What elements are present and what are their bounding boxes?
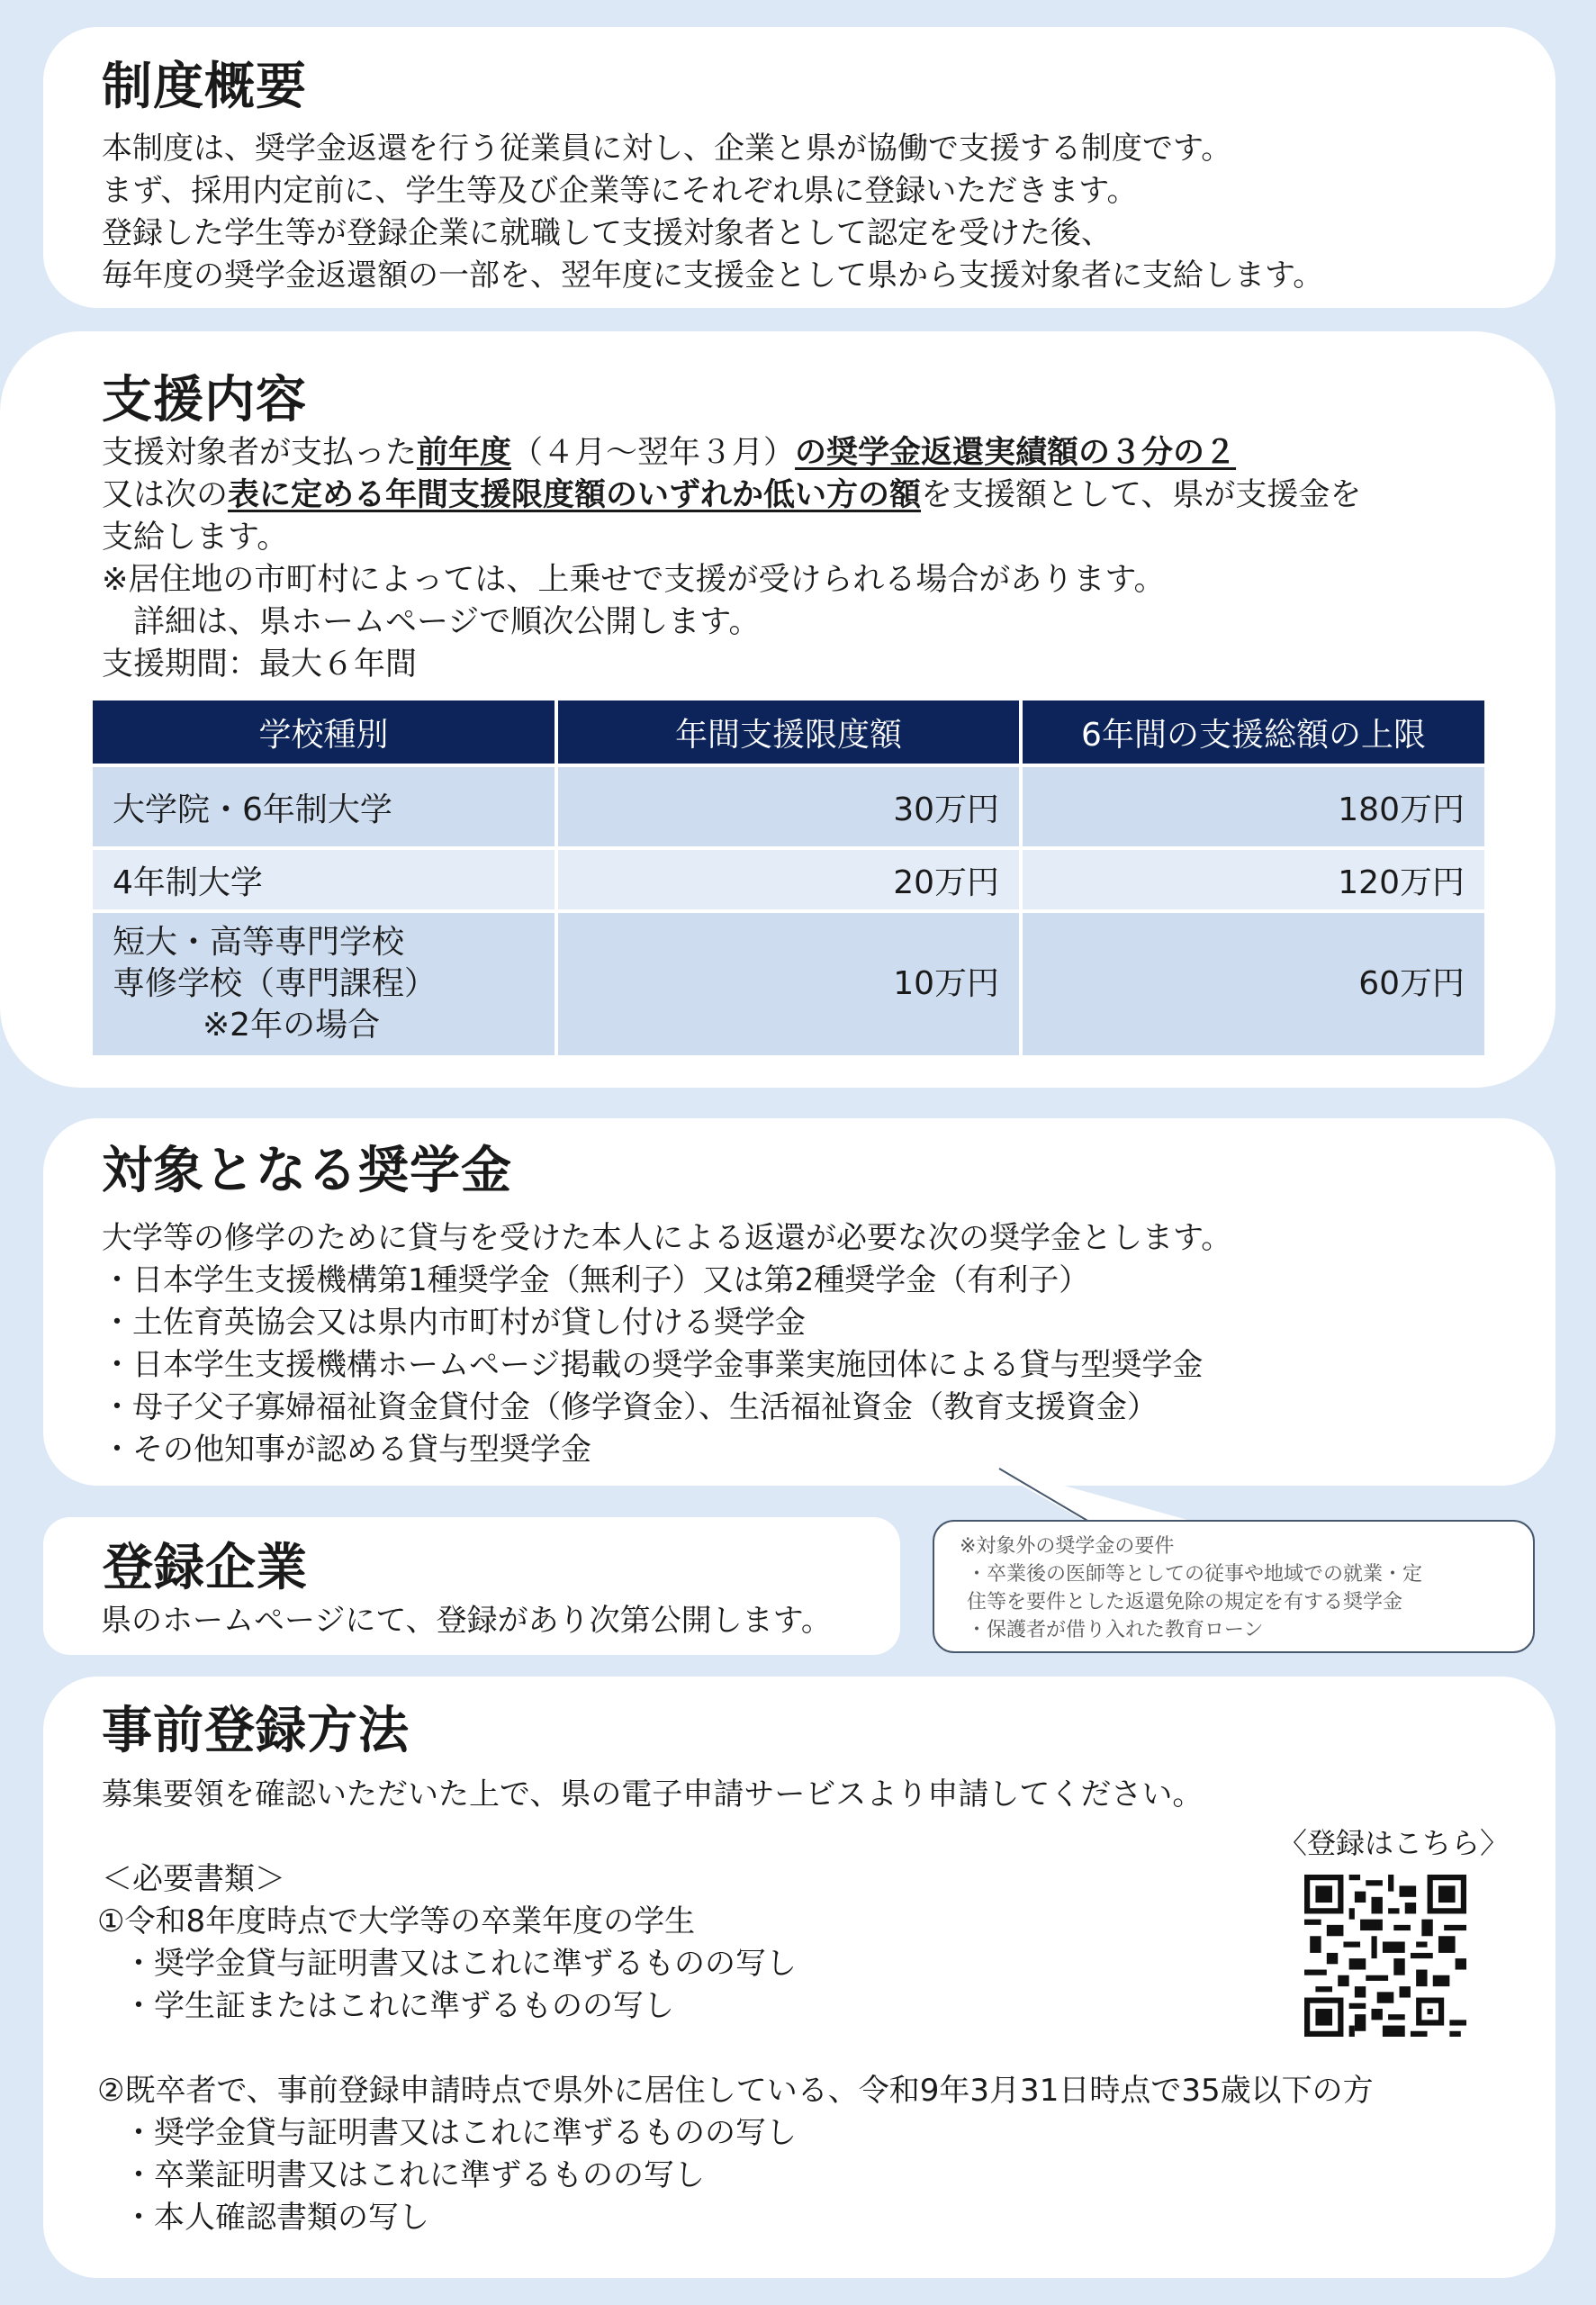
- companies-section: [43, 1517, 900, 1655]
- school-type-note: ※2年の場合: [203, 1007, 381, 1044]
- list-item: ・日本学生支援機構ホームページ掲載の奨学金事業実施団体による貸与型奨学金: [102, 1347, 1204, 1383]
- list-item: ・本人確認書類の写し: [123, 2200, 429, 2236]
- table-row: [93, 911, 1484, 1055]
- table-row: [93, 765, 1484, 848]
- scholarship-intro: 大学等の修学のために貸与を受けた本人による返還が必要な次の奨学金とします。: [102, 1220, 1232, 1256]
- overview-text: [102, 128, 1323, 297]
- note-line: ・卒業後の医師等としての従事や地域での就業・定: [967, 1563, 1423, 1586]
- overview-heading: 制度概要: [102, 58, 307, 116]
- overview-line: まず、採用内定前に、学生等及び企業等にそれぞれ県に登録いただきます。: [102, 173, 1138, 209]
- list-item: ・学生証またはこれに準ずるものの写し: [123, 1988, 674, 2024]
- two-thirds-emphasis: の奨学金返還実績額の３分の２: [795, 435, 1237, 471]
- support-text-fragment: 又は次の: [102, 477, 229, 513]
- list-item: ・奨学金貸与証明書又はこれに準ずるものの写し: [123, 1946, 797, 1982]
- bubble-pointer: [990, 1468, 1206, 1523]
- support-line-1: [102, 432, 1361, 475]
- school-type-line: 短大・高等専門学校: [113, 924, 405, 961]
- list-item: ・母子父子寡婦福祉資金貸付金（修学資金）、生活福祉資金（教育支援資金）: [102, 1389, 1158, 1425]
- scholarship-list: [102, 1217, 1231, 1471]
- excluded-scholarship-note: [933, 1520, 1535, 1653]
- school-type-cell: [93, 911, 556, 1055]
- note-line: 住等を要件とした返還免除の規定を有する奨学金: [967, 1591, 1403, 1614]
- total-limit-cell: 120万円: [1021, 848, 1484, 911]
- registration-intro: 募集要領を確認いただいた上で、県の電子申請サービスより申請してください。: [102, 1776, 1204, 1812]
- header-total-limit: 6年間の支援総額の上限: [1021, 701, 1484, 765]
- support-heading: 支援内容: [102, 371, 307, 429]
- support-text-fragment: 支援対象者が支払った: [102, 435, 418, 471]
- support-text-fragment: （４月～翌年３月）: [511, 435, 796, 471]
- school-type-cell: 大学院・6年制大学: [93, 765, 556, 848]
- annual-limit-cell: 20万円: [556, 848, 1021, 911]
- overview-section: [43, 27, 1555, 308]
- scholarship-section: [43, 1118, 1555, 1486]
- header-annual-limit: 年間支援限度額: [556, 701, 1021, 765]
- registration-text: [97, 1774, 1374, 2239]
- qr-code[interactable]: [1304, 1875, 1466, 2037]
- total-limit-cell: 180万円: [1021, 765, 1484, 848]
- header-school-type: 学校種別: [93, 701, 556, 765]
- annual-limit-cell: 10万円: [556, 911, 1021, 1055]
- support-period: 支援期間：最大６年間: [102, 646, 418, 682]
- limit-emphasis: 表に定める年間支援限度額のいずれか低い方の額: [228, 477, 922, 513]
- overview-line: 毎年度の奨学金返還額の一部を、翌年度に支援金として県から支援対象者に支給します。: [102, 258, 1324, 294]
- list-item: ・奨学金貸与証明書又はこれに準ずるものの写し: [123, 2115, 797, 2151]
- table-row: [93, 848, 1484, 911]
- support-note-2: 詳細は、県ホームページで順次公開します。: [102, 604, 761, 640]
- group-1-title: ①令和8年度時点で大学等の卒業年度の学生: [97, 1903, 696, 1939]
- support-table: [93, 701, 1484, 1055]
- overview-line: 本制度は、奨学金返還を行う従業員に対し、企業と県が協働で支援する制度です。: [102, 131, 1232, 167]
- school-type-cell: 4年制大学: [93, 848, 556, 911]
- scholarship-heading: 対象となる奨学金: [102, 1142, 512, 1200]
- required-docs-title: ＜必要書類＞: [102, 1861, 285, 1897]
- total-limit-cell: 60万円: [1021, 911, 1484, 1055]
- qr-label: 〈登録はこちら〉: [1278, 1826, 1510, 1860]
- list-item: ・日本学生支援機構第1種奨学金（無利子）又は第2種奨学金（有利子）: [102, 1262, 1090, 1298]
- annual-limit-cell: 30万円: [556, 765, 1021, 848]
- list-item: ・土佐育英協会又は県内市町村が貸し付ける奨学金: [102, 1305, 806, 1341]
- registration-heading: 事前登録方法: [102, 1702, 410, 1760]
- companies-heading: 登録企業: [103, 1539, 308, 1597]
- support-line-2: [102, 475, 1361, 517]
- prior-year-emphasis: 前年度: [417, 435, 512, 471]
- companies-text: 県のホームページにて、登録があり次第公開します。: [101, 1603, 832, 1639]
- list-item: ・その他知事が認める貸与型奨学金: [102, 1432, 591, 1468]
- support-line-3: 支給します。: [102, 520, 289, 556]
- support-section: [0, 331, 1555, 1088]
- support-text: [102, 432, 1361, 686]
- group-2-title: ②既卒者で、事前登録申請時点で県外に居住している、令和9年3月31日時点で35歳以下の方: [97, 2073, 1374, 2109]
- overview-line: 登録した学生等が登録企業に就職して支援対象者として認定を受けた後、: [102, 215, 1112, 251]
- note-line: ・保護者が借り入れた教育ローン: [967, 1619, 1264, 1641]
- school-type-line: 専修学校（専門課程）: [113, 965, 437, 1002]
- support-text-fragment: を支援額として、県が支援金を: [921, 477, 1362, 513]
- note-line: ※対象外の奨学金の要件: [960, 1535, 1175, 1558]
- list-item: ・卒業証明書又はこれに準ずるものの写し: [123, 2157, 705, 2193]
- support-note-1: ※居住地の市町村によっては、上乗せで支援が受けられる場合があります。: [102, 562, 1166, 598]
